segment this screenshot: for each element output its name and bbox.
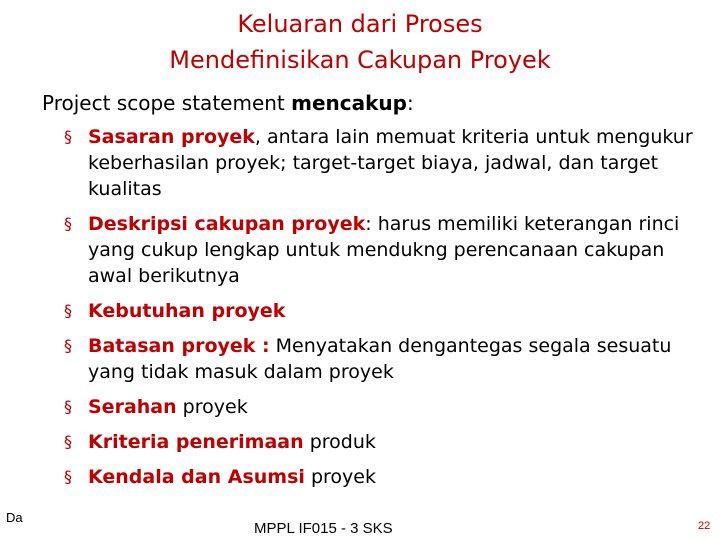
bullet-term: Sasaran proyek (88, 126, 255, 148)
intro-before: Project scope statement (42, 91, 292, 115)
bullet-text: proyek (304, 466, 376, 488)
bullet-item (64, 211, 704, 289)
bullet-text: Menyatakan dengantegas segala sesuatu yang tidak masuk dalam proyek (88, 335, 672, 383)
bullet-marker-icon: § (64, 336, 72, 355)
bullet-term: Kriteria penerimaan (88, 431, 304, 453)
bullet-term: Kebutuhan proyek (88, 300, 286, 322)
bullet-term: Deskripsi cakupan proyek (88, 213, 366, 235)
bullet-term: Kendala dan Asumsi (88, 466, 305, 488)
bullet-marker-icon: § (64, 127, 72, 146)
footer-left-text: Da (6, 510, 23, 525)
slide-title (60, 6, 660, 78)
bullet-text: proyek (176, 396, 248, 418)
bullet-marker-icon: § (64, 301, 72, 320)
bullet-item (64, 124, 704, 202)
bullet-text: , antara lain memuat kriteria untuk mengukur keberhasilan proyek; target-target biaya, jadwal, dan target kualitas (88, 126, 693, 200)
bullet-item (64, 298, 704, 324)
intro-after: : (406, 91, 414, 115)
bullet-marker-icon: § (64, 214, 72, 233)
bullet-text: produk (303, 431, 376, 453)
bullet-marker-icon: § (64, 397, 72, 416)
bullet-marker-icon: § (64, 432, 72, 451)
title-line-2: Mendefinisikan Cakupan Proyek (169, 46, 551, 74)
title-line-1: Keluaran dari Proses (237, 10, 483, 38)
intro-bold: mencakup (291, 91, 407, 115)
bullet-term: Batasan proyek : (88, 335, 270, 357)
bullet-item (64, 464, 704, 490)
intro-text (42, 90, 414, 116)
bullet-list (64, 124, 704, 499)
footer-course-code: MPPL IF015 - 3 SKS (254, 520, 393, 537)
bullet-marker-icon: § (64, 467, 72, 486)
bullet-item (64, 333, 704, 385)
bullet-item (64, 394, 704, 420)
bullet-text: : harus memiliki keterangan rinci yang cukup lengkap untuk mendukng perencanaan cakupan awal berikutnya (88, 213, 680, 287)
page-number: 22 (698, 520, 711, 532)
bullet-item (64, 429, 704, 455)
bullet-term: Serahan (88, 396, 177, 418)
